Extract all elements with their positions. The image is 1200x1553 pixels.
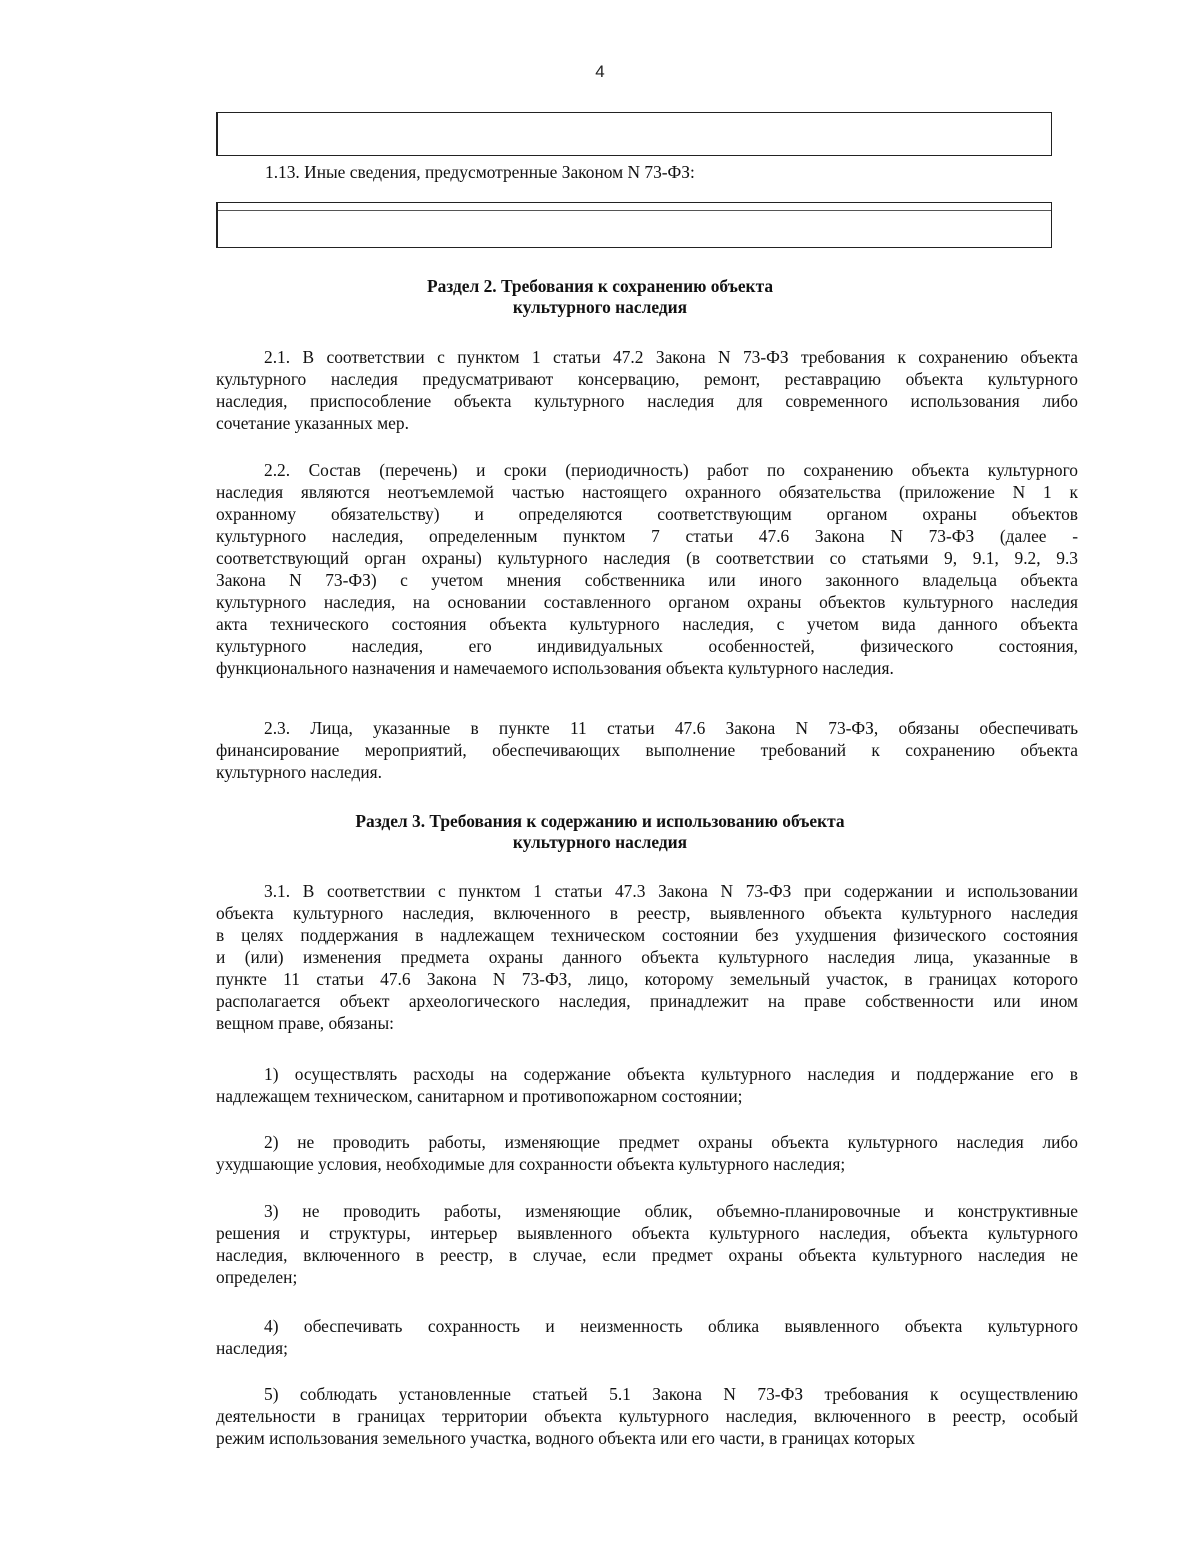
text-line: культурного наследия, на основании составленного органом охраны объектов культурного наследия xyxy=(216,592,1078,612)
empty-field-box-1-13 xyxy=(216,202,1052,248)
text-line: наследия; xyxy=(216,1338,288,1358)
list-item-3 xyxy=(216,1200,1078,1288)
section-3-heading-line-2: культурного наследия xyxy=(512,832,688,852)
section-2-heading-line-1: Раздел 2. Требования к сохранению объекта xyxy=(426,276,774,296)
text-line: соответствующий орган охраны) культурного наследия (в соответствии со статьями 9, 9.1, 9.2, 9.3 xyxy=(216,548,1078,568)
paragraph-2-1 xyxy=(216,346,1078,434)
text-line: культурного наследия. xyxy=(216,762,382,782)
list-item-5 xyxy=(216,1383,1078,1449)
text-line: 2.2. Состав (перечень) и сроки (периодичность) работ по сохранению объекта культурного xyxy=(264,460,1078,480)
section-3-heading-line-1: Раздел 3. Требования к содержанию и использованию объекта xyxy=(355,811,845,831)
text-line: наследия, включенного в реестр, в случае, если предмет охраны объекта культурного наследия не xyxy=(216,1245,1078,1265)
list-item-1 xyxy=(216,1063,1078,1107)
text-line: акта технического состояния объекта культурного наследия, с учетом вида данного объекта xyxy=(216,614,1078,634)
text-line: функционального назначения и намечаемого использования объекта культурного наследия. xyxy=(216,658,894,678)
text-line: 5) соблюдать установленные статьей 5.1 Закона N 73-ФЗ требования к осуществлению xyxy=(264,1384,1078,1404)
text-line: объекта культурного наследия, включенного в реестр, выявленного объекта культурного наследия xyxy=(216,903,1078,923)
paragraph-2-3 xyxy=(216,717,1078,783)
text-line: культурного наследия, определенным пунктом 7 статьи 47.6 Закона N 73-ФЗ (далее - xyxy=(216,526,1078,546)
text-line: в целях поддержания в надлежащем техническом состоянии без ухудшения физического состояния xyxy=(216,925,1078,945)
text-line: 4) обеспечивать сохранность и неизменность облика выявленного объекта культурного xyxy=(264,1316,1078,1336)
empty-field-box-1-12 xyxy=(216,112,1052,156)
text-line: сочетание указанных мер. xyxy=(216,413,409,433)
text-line: деятельности в границах территории объекта культурного наследия, включенного в реестр, особый xyxy=(216,1406,1078,1426)
text-line: вещном праве, обязаны: xyxy=(216,1013,395,1033)
text-line: охранному обязательству) и определяются соответствующим органом охраны объектов xyxy=(216,504,1078,524)
list-item-2 xyxy=(216,1131,1078,1175)
text-line: располагается объект археологического наследия, принадлежит на праве собственности или ином xyxy=(216,991,1078,1011)
text-line: наследия являются неотъемлемой частью настоящего охранного обязательства (приложение N 1 к xyxy=(216,482,1078,502)
text-line: культурного наследия, его индивидуальных особенностей, физического состояния, xyxy=(216,636,1078,656)
page-number: 4 xyxy=(595,62,605,81)
text-line: решения и структуры, интерьер выявленного объекта культурного наследия, объекта культурного xyxy=(216,1223,1078,1243)
text-line: пункте 11 статьи 47.6 Закона N 73-ФЗ, лицо, которому земельный участок, в границах которого xyxy=(216,969,1078,989)
text-line: и (или) изменения предмета охраны данного объекта культурного наследия лица, указанные в xyxy=(216,947,1078,967)
text-line: 3) не проводить работы, изменяющие облик, объемно-планировочные и конструктивные xyxy=(264,1201,1078,1221)
list-item-4 xyxy=(216,1315,1078,1359)
paragraph-3-1 xyxy=(216,880,1078,1034)
item-1-13: 1.13. Иные сведения, предусмотренные Законом N 73-ФЗ: xyxy=(265,162,695,182)
text-line: определен; xyxy=(216,1267,298,1287)
text-line: Закона N 73-ФЗ) с учетом мнения собственника или иного законного владельца объекта xyxy=(216,570,1078,590)
text-line: наследия, приспособление объекта культурного наследия для современного использования либо xyxy=(216,391,1078,411)
text-line: режим использования земельного участка, водного объекта или его части, в границах которых xyxy=(216,1428,916,1448)
section-3-heading xyxy=(0,811,1200,853)
text-line: культурного наследия предусматривают консервацию, ремонт, реставрацию объекта культурного xyxy=(216,369,1078,389)
text-line: 2) не проводить работы, изменяющие предмет охраны объекта культурного наследия либо xyxy=(264,1132,1078,1152)
text-line: ухудшающие условия, необходимые для сохранности объекта культурного наследия; xyxy=(216,1154,846,1174)
section-2-heading xyxy=(0,276,1200,318)
section-2-heading-line-2: культурного наследия xyxy=(512,297,688,317)
text-line: 2.1. В соответствии с пунктом 1 статьи 47.2 Закона N 73-ФЗ требования к сохранению объекта xyxy=(264,347,1078,367)
text-line: 1) осуществлять расходы на содержание объекта культурного наследия и поддержание его в xyxy=(264,1064,1078,1084)
text-line: 2.3. Лица, указанные в пункте 11 статьи 47.6 Закона N 73-ФЗ, обязаны обеспечивать xyxy=(264,718,1078,738)
text-line: финансирование мероприятий, обеспечивающих выполнение требований к сохранению объекта xyxy=(216,740,1078,760)
paragraph-2-2 xyxy=(216,459,1078,679)
text-line: надлежащем техническом, санитарном и противопожарном состоянии; xyxy=(216,1086,743,1106)
text-line: 3.1. В соответствии с пунктом 1 статьи 47.3 Закона N 73-ФЗ при содержании и использовании xyxy=(264,881,1078,901)
